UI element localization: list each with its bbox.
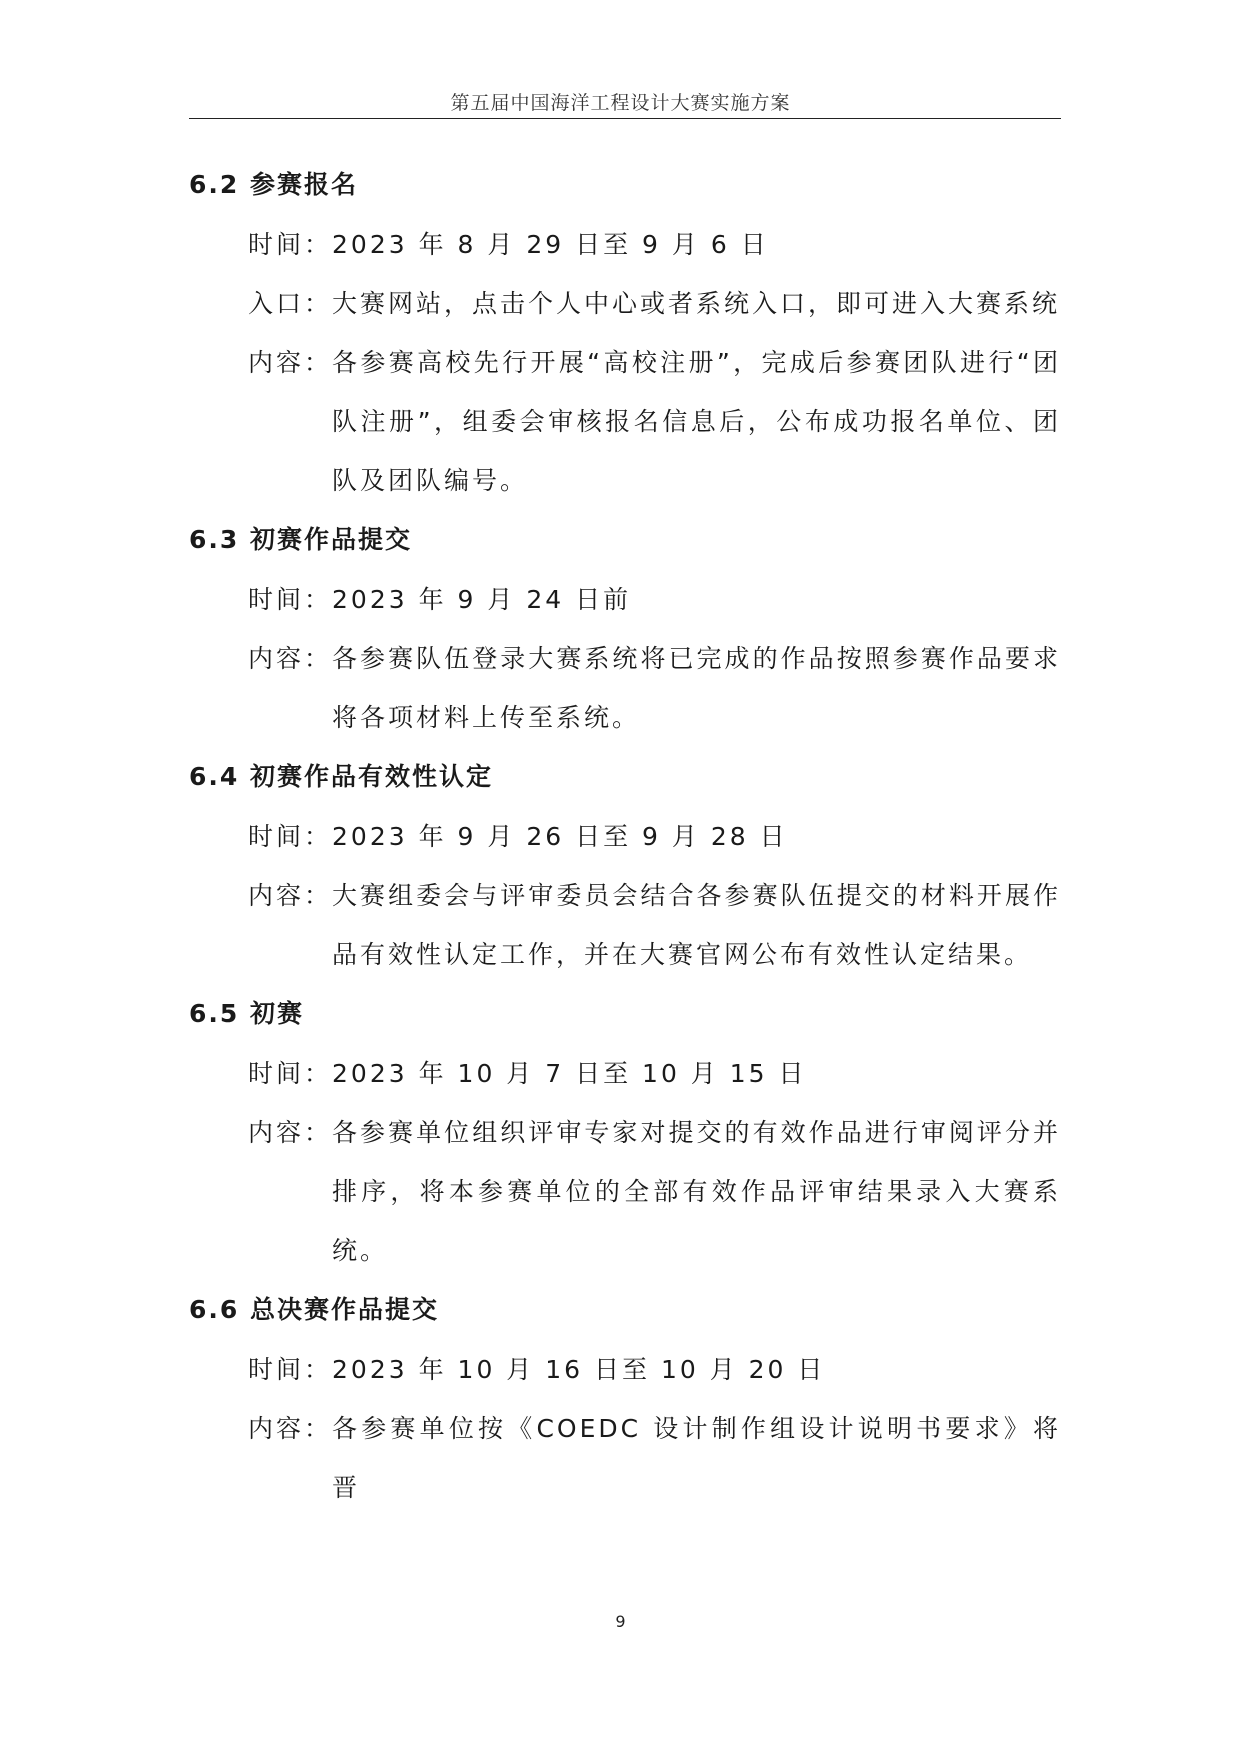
document-body xyxy=(189,155,1061,1517)
time-entry xyxy=(248,1044,1061,1103)
entry-label: 内容： xyxy=(248,644,333,673)
page-number: 9 xyxy=(615,1612,626,1631)
entry-label: 时间： xyxy=(248,1355,333,1384)
entry-text: 2023 年 10 月 16 日至 10 月 20 日 xyxy=(332,1355,826,1384)
section-heading: 6.6 总决赛作品提交 xyxy=(189,1295,439,1324)
content-entry xyxy=(248,1103,1061,1280)
entry-text: 2023 年 9 月 26 日至 9 月 28 日 xyxy=(332,822,788,851)
content-entry xyxy=(248,629,1061,747)
entry-text: 各参赛单位按《COEDC 设计制作组设计说明书要求》将晋 xyxy=(332,1414,1061,1502)
section-heading: 6.4 初赛作品有效性认定 xyxy=(189,762,493,791)
content-entry xyxy=(248,333,1061,510)
entry-label: 时间： xyxy=(248,585,333,614)
section-heading: 6.3 初赛作品提交 xyxy=(189,525,412,554)
section-6-2 xyxy=(189,155,1061,510)
time-entry xyxy=(248,807,1061,866)
entry-text: 各参赛队伍登录大赛系统将已完成的作品按照参赛作品要求将各项材料上传至系统。 xyxy=(332,644,1061,732)
entrance-entry xyxy=(248,274,1061,333)
entry-label: 时间： xyxy=(248,1059,333,1088)
entry-text: 大赛组委会与评审委员会结合各参赛队伍提交的材料开展作品有效性认定工作，并在大赛官网公布有效性认定结果。 xyxy=(332,881,1061,969)
entry-text: 2023 年 9 月 24 日前 xyxy=(332,585,632,614)
entry-label: 内容： xyxy=(248,348,333,377)
entry-text: 大赛网站，点击个人中心或者系统入口，即可进入大赛系统 xyxy=(332,289,1061,318)
entry-label: 内容： xyxy=(248,881,333,910)
entry-text: 各参赛单位组织评审专家对提交的有效作品进行审阅评分并排序，将本参赛单位的全部有效作品评审结果录入大赛系统。 xyxy=(332,1118,1061,1265)
entry-label: 时间： xyxy=(248,822,333,851)
entry-text: 2023 年 8 月 29 日至 9 月 6 日 xyxy=(332,230,769,259)
entry-text: 2023 年 10 月 7 日至 10 月 15 日 xyxy=(332,1059,807,1088)
section-heading: 6.5 初赛 xyxy=(189,999,304,1028)
content-entry xyxy=(248,866,1061,984)
section-6-3 xyxy=(189,510,1061,747)
entry-label: 内容： xyxy=(248,1118,333,1147)
section-6-5 xyxy=(189,984,1061,1280)
entry-label: 时间： xyxy=(248,230,333,259)
content-entry xyxy=(248,1399,1061,1517)
section-6-6 xyxy=(189,1280,1061,1517)
entry-label: 内容： xyxy=(248,1414,333,1443)
entry-text: 各参赛高校先行开展“高校注册”，完成后参赛团队进行“团队注册”，组委会审核报名信息后，公布成功报名单位、团队及团队编号。 xyxy=(332,348,1061,495)
entry-label: 入口： xyxy=(248,289,333,318)
time-entry xyxy=(248,215,1061,274)
section-heading: 6.2 参赛报名 xyxy=(189,170,358,199)
section-6-4 xyxy=(189,747,1061,984)
header-divider xyxy=(189,118,1061,119)
time-entry xyxy=(248,570,1061,629)
time-entry xyxy=(248,1340,1061,1399)
running-header-title: 第五届中国海洋工程设计大赛实施方案 xyxy=(450,92,791,114)
